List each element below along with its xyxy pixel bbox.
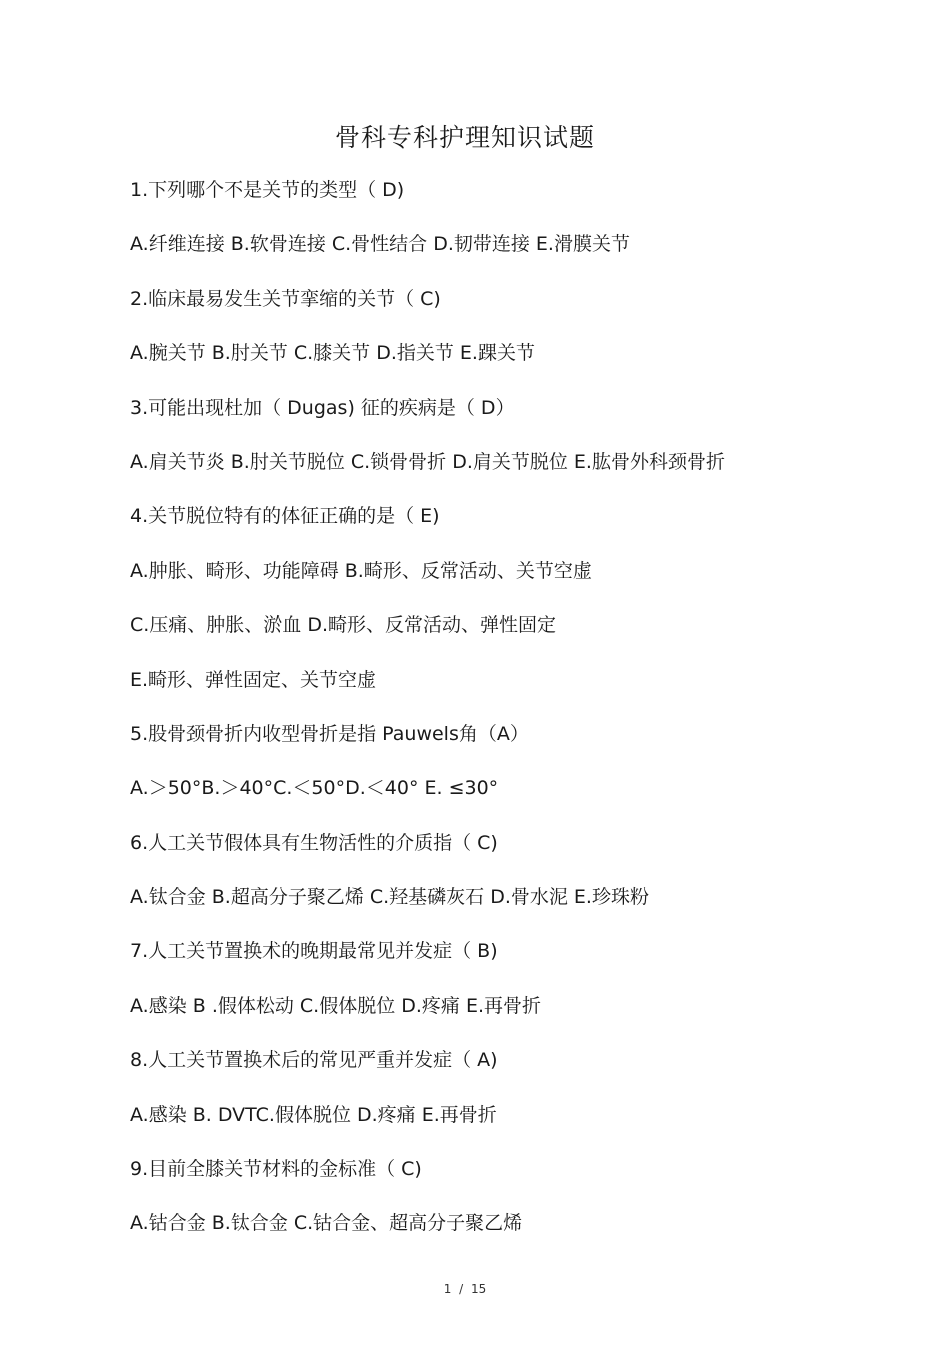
question-1: 1.下列哪个不是关节的类型（ D) xyxy=(130,179,405,201)
question-8: 8.人工关节置换术后的常见严重并发症（ A) xyxy=(130,1049,498,1072)
question-1-options: A.纤维连接 B.软骨连接 C.骨性结合 D.韧带连接 E.滑膜关节 xyxy=(130,233,630,256)
question-list xyxy=(130,175,910,1263)
question-4-options-ab: A.肿胀、畸形、功能障碍 B.畸形、反常活动、关节空虚 xyxy=(130,559,592,582)
question-6: 6.人工关节假体具有生物活性的介质指（ C) xyxy=(130,831,498,854)
question-4-options-e: E.畸形、弹性固定、关节空虚 xyxy=(130,668,377,691)
page-indicator: 1 / 15 xyxy=(443,1282,487,1296)
question-3-options: A.肩关节炎 B.肘关节脱位 C.锁骨骨折 D.肩关节脱位 E.肱骨外科颈骨折 xyxy=(130,450,725,473)
document-title: 骨科专科护理知识试题 xyxy=(334,123,595,152)
question-5: 5.股骨颈骨折内收型骨折是指 Pauwels角（A） xyxy=(130,722,529,745)
question-4: 4.关节脱位特有的体征正确的是（ E) xyxy=(130,505,440,528)
question-5-options: A.＞50°B.＞40°C.＜50°D.＜40° E. ≤30° xyxy=(130,777,499,800)
question-2-options: A.腕关节 B.肘关节 C.膝关节 D.指关节 E.踝关节 xyxy=(130,342,535,365)
question-8-options: A.感染 B. DVTC.假体脱位 D.疼痛 E.再骨折 xyxy=(130,1103,497,1126)
question-4-options-cd: C.压痛、肿胀、淤血 D.畸形、反常活动、弹性固定 xyxy=(130,614,557,637)
question-3: 3.可能出现杜加（ Dugas) 征的疾病是（ D） xyxy=(130,396,515,419)
question-7: 7.人工关节置换术的晚期最常见并发症（ B) xyxy=(130,940,498,963)
question-6-options: A.钛合金 B.超高分子聚乙烯 C.羟基磷灰石 D.骨水泥 E.珍珠粉 xyxy=(130,886,649,909)
question-9-options: A.钴合金 B.钛合金 C.钴合金、超高分子聚乙烯 xyxy=(130,1212,523,1235)
question-2: 2.临床最易发生关节挛缩的关节（ C) xyxy=(130,287,441,310)
question-9: 9.目前全膝关节材料的金标准（ C) xyxy=(130,1158,422,1181)
question-7-options: A.感染 B .假体松动 C.假体脱位 D.疼痛 E.再骨折 xyxy=(130,994,541,1017)
